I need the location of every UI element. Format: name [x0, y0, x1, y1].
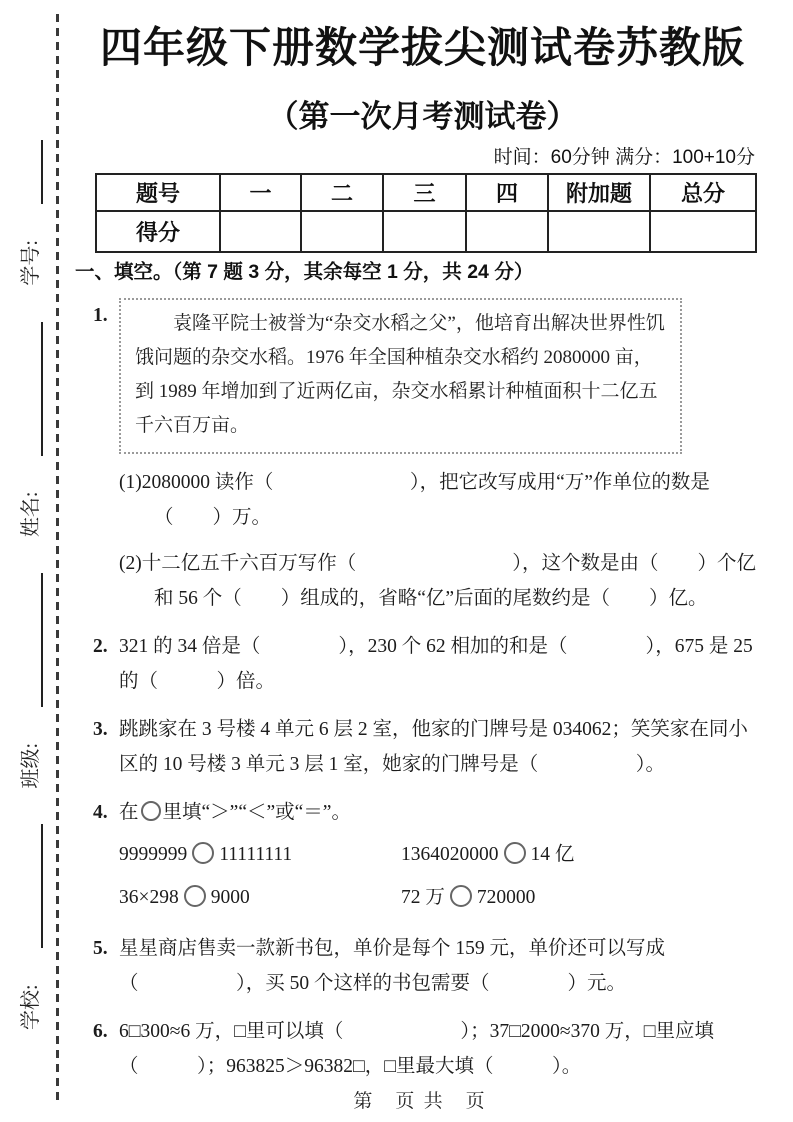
question-number: 1. [93, 305, 108, 326]
page-footer: 第 页 共 页 [353, 1091, 487, 1112]
score-header-cell: 总分 [650, 174, 756, 211]
question-number: 4. [93, 802, 108, 823]
left-value: 36×298 [119, 887, 179, 908]
paper-main [75, 0, 770, 1084]
seal-dashed-line [56, 14, 59, 1106]
left-value: 9999999 [119, 844, 188, 865]
seal-label-name: 姓名: [20, 491, 42, 538]
question-body [119, 298, 770, 616]
seal-fill-line-student-id [23, 140, 43, 204]
comparison-circle-icon [450, 885, 472, 907]
comparison-item [401, 835, 764, 875]
score-header-cell: 附加题 [548, 174, 650, 211]
score-cell [650, 211, 756, 252]
score-header-cell: 三 [383, 174, 466, 211]
score-cell [466, 211, 548, 252]
seal-label-class: 班级: [20, 742, 42, 789]
comparison-circle-icon [141, 801, 161, 821]
score-row-label: 得分 [96, 211, 220, 252]
score-header-cell: 二 [301, 174, 383, 211]
intro-text: 在 [119, 802, 139, 823]
question-3 [93, 712, 770, 782]
score-cell [301, 211, 383, 252]
comparison-item [401, 878, 764, 918]
seal-label-school: 学校: [20, 984, 42, 1030]
question-number: 6. [93, 1021, 108, 1042]
comparison-circle-icon [192, 842, 214, 864]
score-header-cell: 四 [466, 174, 548, 211]
question-number: 5. [93, 938, 108, 959]
left-value: 1364020000 [401, 844, 499, 865]
comparison-circle-icon [504, 842, 526, 864]
score-cell [383, 211, 466, 252]
page-title: 四年级下册数学拔尖测试卷苏教版 [99, 24, 745, 71]
time-score-info: 时间：60分钟 满分：100+10分 [493, 147, 755, 168]
question-1-story-box: 袁隆平院士被誉为“杂交水稻之父”，他培育出解决世界性饥饿问题的杂交水稻。1976 年全国种植杂交水稻约 2080000 亩，到 1989 年增加到了近两亿亩，杂交水稻累计种植面积十二亿五千六百万亩。 [119, 298, 682, 454]
score-table [95, 173, 757, 253]
right-value: 14 亿 [530, 844, 575, 865]
question-number: 3. [93, 719, 108, 740]
comparison-grid [119, 835, 764, 918]
score-header-cell: 题号 [96, 174, 220, 211]
question-body: 跳跳家在 3 号楼 4 单元 6 层 2 室，他家的门牌号是 034062；笑笑家在同小区的 10 号楼 3 单元 3 层 1 室，她家的门牌号是（ ）。 [119, 719, 748, 775]
comparison-item [119, 835, 401, 875]
section-1-title: 一、填空。（第 7 题 3 分，其余每空 1 分，共 24 分） [75, 261, 534, 283]
question-2 [93, 629, 770, 699]
question-number: 2. [93, 636, 108, 657]
question-4 [93, 795, 770, 918]
question-body: 6□300≈6 万，□里可以填（ ）；37□2000≈370 万，□里应填（ ）；963825＞96382□，□里最大填（ ）。 [119, 1021, 715, 1077]
question-body: 星星商店售卖一款新书包，单价是每个 159 元，单价还可以写成（ ），买 50 个这样的书包需要（ ）元。 [119, 938, 666, 994]
intro-text: 里填“＞”“＜”或“＝”。 [162, 802, 351, 823]
score-cell [220, 211, 301, 252]
seal-fill-line-school [23, 824, 43, 948]
left-value: 72 万 [401, 887, 445, 908]
seal-fill-line-name [23, 322, 43, 456]
question-body [119, 795, 770, 918]
right-value: 11111111 [219, 844, 293, 865]
comparison-item [119, 878, 401, 918]
score-table-header-row [96, 174, 756, 211]
seal-label-student-id: 学号: [20, 240, 42, 286]
seal-binding-strip [17, 140, 43, 1030]
right-value: 720000 [476, 887, 536, 908]
score-header-cell: 一 [220, 174, 301, 211]
seal-fill-line-class [23, 573, 43, 707]
question-5 [93, 931, 770, 1001]
question-6 [93, 1014, 770, 1084]
page-subtitle: （第一次月考测试卷） [267, 99, 578, 134]
question-4-intro [119, 795, 764, 830]
question-body: 321 的 34 倍是（ ），230 个 62 相加的和是（ ），675 是 25 的（ ）倍。 [119, 636, 753, 692]
score-table-value-row [96, 211, 756, 252]
score-cell [548, 211, 650, 252]
question-1 [93, 298, 770, 616]
question-1-part-2: (2)十二亿五千六百万写作（ ），这个数是由（ ）个亿和 56 个（ ）组成的，省略“亿”后面的尾数约是（ ）亿。 [119, 553, 756, 609]
right-value: 9000 [210, 887, 250, 908]
question-1-part-1: (1)2080000 读作（ ），把它改写成用“万”作单位的数是（ ）万。 [119, 472, 710, 528]
comparison-circle-icon [184, 885, 206, 907]
